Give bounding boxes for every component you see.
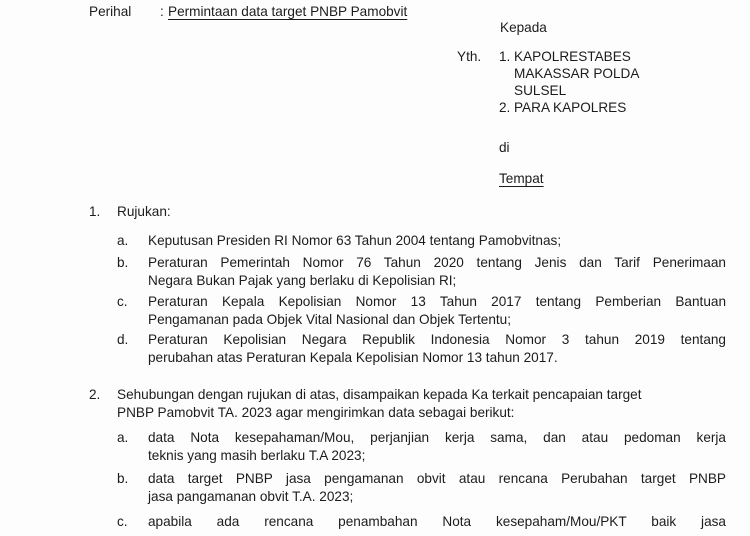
recipient-line: PARA KAPOLRES	[514, 100, 627, 115]
item-letter: a.	[117, 430, 129, 445]
list-item: Keputusan Presiden RI Nomor 63 Tahun 2004 tentang Pamobvitnas;	[148, 233, 562, 248]
perihal-subject: Permintaan data target PNBP Pamobvit	[168, 4, 408, 19]
perihal-label: Perihal	[89, 4, 132, 19]
item-letter: a.	[117, 233, 129, 248]
list-item: Peraturan Pemerintah Nomor 76 Tahun 2020 tentang Jenis dan Tarif Penerimaan Negara Bukan Pajak yang berlaku di Kepolisian RI;	[148, 255, 726, 288]
section-number: 2.	[89, 387, 101, 402]
list-item: apabila ada rencana penambahan Nota kesepaham/Mou/PKT baik jasa	[148, 514, 726, 529]
item-letter: b.	[117, 255, 129, 270]
section-heading: Rujukan:	[117, 204, 171, 219]
list-item: data target PNBP jasa pengamanan obvit atau rencana Perubahan target PNBP jasa pangamanan obvit T.A. 2023;	[148, 471, 726, 504]
section-number: 1.	[89, 204, 101, 219]
recipient-number: 1.	[499, 49, 511, 64]
item-letter: c.	[117, 514, 128, 529]
item-letter: b.	[117, 471, 129, 486]
list-item: Peraturan Kepolisian Negara Republik Indonesia Nomor 3 tahun 2019 tentang perubahan atas Peraturan Kepala Kepolisian Nomor 13 tahun 2017.	[148, 332, 726, 365]
section-paragraph: Sehubungan dengan rujukan di atas, disampaikan kepada Ka terkait pencapaian target PNBP Pamobvit TA. 2023 agar mengirimkan data sebagai berikut:	[117, 387, 642, 420]
yth-label: Yth.	[457, 49, 482, 64]
perihal-colon: :	[160, 4, 164, 19]
list-item: data Nota kesepahaman/Mou, perjanjian kerja sama, dan atau pedoman kerja teknis yang masih berlaku T.A 2023;	[148, 430, 726, 463]
recipient-line: MAKASSAR POLDA	[514, 66, 640, 81]
recipient-line: KAPOLRESTABES	[514, 49, 631, 64]
tempat-label: Tempat	[499, 171, 544, 186]
item-letter: c.	[117, 294, 128, 309]
list-item: Peraturan Kepala Kepolisian Nomor 13 Tahun 2017 tentang Pemberian Bantuan Pengamanan pada Objek Vital Nasional dan Objek Tertentu;	[148, 294, 726, 327]
item-letter: d.	[117, 332, 129, 347]
kepada-label: Kepada	[500, 20, 547, 35]
di-label: di	[499, 140, 510, 155]
recipient-line: SULSEL	[514, 83, 567, 98]
recipient-number: 2.	[499, 100, 511, 115]
